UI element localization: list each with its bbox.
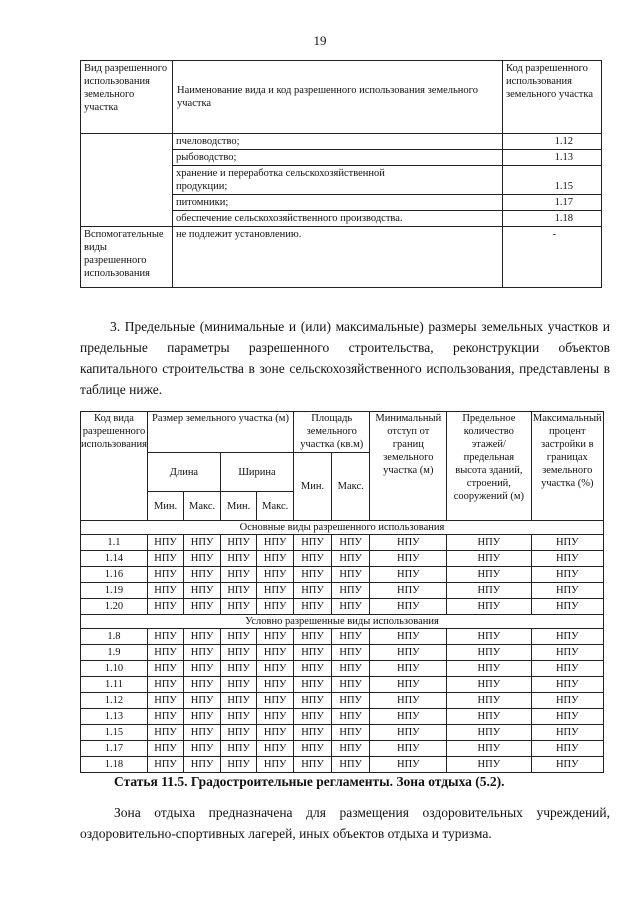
npu-cell: НПУ (184, 677, 221, 693)
npu-cell: НПУ (257, 645, 294, 661)
header-coverage: Максимальный процент застройки в границах земельного участка (%) (531, 412, 603, 521)
header-area-min: Мин. (294, 453, 332, 521)
npu-cell: НПУ (184, 629, 221, 645)
npu-cell: НПУ (294, 661, 332, 677)
header-area-max: Макс. (331, 453, 369, 521)
npu-cell: НПУ (370, 741, 447, 757)
npu-cell: НПУ (331, 709, 369, 725)
row-code: 1.11 (81, 677, 148, 693)
npu-cell: НПУ (257, 629, 294, 645)
npu-cell: НПУ (531, 583, 603, 599)
use-name: рыбоводство; (173, 150, 503, 166)
npu-cell: НПУ (221, 693, 257, 709)
npu-cell: НПУ (447, 629, 531, 645)
row-code: 1.14 (81, 551, 148, 567)
npu-cell: НПУ (221, 629, 257, 645)
row-code: 1.15 (81, 725, 148, 741)
npu-cell: НПУ (147, 645, 183, 661)
table-row (81, 567, 604, 583)
header-area: Площадь земельного участка (кв.м) (294, 412, 370, 453)
npu-cell: НПУ (447, 709, 531, 725)
article-heading: Статья 11.5. Градостроительные регламенты. Зона отдыха (5.2). (114, 774, 505, 789)
npu-cell: НПУ (147, 583, 183, 599)
npu-cell: НПУ (294, 757, 332, 773)
npu-cell: НПУ (370, 677, 447, 693)
use-name: не подлежит установлению. (173, 227, 503, 288)
header-length: Длина (147, 453, 220, 492)
npu-cell: НПУ (447, 693, 531, 709)
npu-cell: НПУ (184, 693, 221, 709)
npu-cell: НПУ (221, 709, 257, 725)
npu-cell: НПУ (147, 551, 183, 567)
use-name: обеспечение сельскохозяйственного производства. (173, 211, 503, 227)
npu-cell: НПУ (294, 629, 332, 645)
npu-cell: НПУ (331, 567, 369, 583)
npu-cell: НПУ (447, 645, 531, 661)
npu-cell: НПУ (447, 535, 531, 551)
table-row (81, 741, 604, 757)
paragraph-3: 3. Предельные (минимальные и (или) максимальные) размеры земельных участков и предельные параметры разрешенного строительства, реконструкции объектов капитального строительства в зоне сельскохозяйственного использования, представлены в таблице ниже. (80, 319, 610, 397)
use-code: 1.18 (503, 211, 602, 227)
npu-cell: НПУ (294, 551, 332, 567)
npu-cell: НПУ (147, 741, 183, 757)
row-code: 1.19 (81, 583, 148, 599)
npu-cell: НПУ (370, 551, 447, 567)
row-code: 1.8 (81, 629, 148, 645)
npu-cell: НПУ (221, 757, 257, 773)
table-row (81, 645, 604, 661)
npu-cell: НПУ (221, 677, 257, 693)
npu-cell: НПУ (447, 757, 531, 773)
use-code: 1.12 (503, 134, 602, 150)
npu-cell: НПУ (147, 629, 183, 645)
table-row (81, 693, 604, 709)
npu-cell: НПУ (370, 599, 447, 615)
npu-cell: НПУ (370, 709, 447, 725)
npu-cell: НПУ (257, 693, 294, 709)
npu-cell: НПУ (257, 535, 294, 551)
npu-cell: НПУ (331, 583, 369, 599)
npu-cell: НПУ (447, 599, 531, 615)
npu-cell: НПУ (531, 645, 603, 661)
npu-cell: НПУ (294, 645, 332, 661)
npu-cell: НПУ (331, 693, 369, 709)
npu-cell: НПУ (531, 725, 603, 741)
npu-cell: НПУ (184, 757, 221, 773)
npu-cell: НПУ (370, 757, 447, 773)
npu-cell: НПУ (184, 599, 221, 615)
use-code: 1.15 (503, 166, 602, 195)
npu-cell: НПУ (257, 551, 294, 567)
section-label: Условно разрешенные виды использования (81, 615, 604, 629)
npu-cell: НПУ (447, 583, 531, 599)
permitted-use-table (80, 60, 602, 288)
npu-cell: НПУ (257, 757, 294, 773)
npu-cell: НПУ (294, 583, 332, 599)
table-row (81, 677, 604, 693)
header-width-max: Макс. (257, 492, 294, 521)
header-floors: Предельное количество этажей/ предельная высота зданий, строений, сооружений (м) (447, 412, 531, 521)
npu-cell: НПУ (447, 551, 531, 567)
row-code: 1.16 (81, 567, 148, 583)
npu-cell: НПУ (447, 661, 531, 677)
npu-cell: НПУ (184, 645, 221, 661)
use-name: хранение и переработка сельскохозяйственной продукции; (173, 166, 503, 195)
npu-cell: НПУ (531, 709, 603, 725)
npu-cell: НПУ (221, 535, 257, 551)
npu-cell: НПУ (370, 693, 447, 709)
header-length-max: Макс. (184, 492, 221, 521)
npu-cell: НПУ (184, 535, 221, 551)
npu-cell: НПУ (370, 567, 447, 583)
header-length-min: Мин. (147, 492, 183, 521)
npu-cell: НПУ (221, 599, 257, 615)
npu-cell: НПУ (294, 677, 332, 693)
npu-cell: НПУ (447, 725, 531, 741)
header-width: Ширина (221, 453, 294, 492)
npu-cell: НПУ (257, 599, 294, 615)
npu-cell: НПУ (331, 741, 369, 757)
npu-cell: НПУ (294, 599, 332, 615)
empty-cell (81, 134, 173, 227)
table-row (81, 661, 604, 677)
npu-cell: НПУ (147, 677, 183, 693)
page-number: 19 (313, 33, 327, 48)
npu-cell: НПУ (221, 725, 257, 741)
npu-cell: НПУ (147, 757, 183, 773)
row-code: 1.1 (81, 535, 148, 551)
use-name: питомники; (173, 195, 503, 211)
npu-cell: НПУ (257, 583, 294, 599)
table-row (81, 535, 604, 551)
npu-cell: НПУ (531, 599, 603, 615)
npu-cell: НПУ (221, 551, 257, 567)
npu-cell: НПУ (257, 677, 294, 693)
npu-cell: НПУ (370, 583, 447, 599)
npu-cell: НПУ (531, 757, 603, 773)
npu-cell: НПУ (184, 567, 221, 583)
table-row (81, 134, 602, 150)
npu-cell: НПУ (257, 725, 294, 741)
section-main-row (81, 521, 604, 535)
npu-cell: НПУ (294, 535, 332, 551)
npu-cell: НПУ (147, 709, 183, 725)
use-code: 1.17 (503, 195, 602, 211)
npu-cell: НПУ (331, 599, 369, 615)
npu-cell: НПУ (184, 583, 221, 599)
npu-cell: НПУ (147, 693, 183, 709)
row-code: 1.18 (81, 757, 148, 773)
npu-cell: НПУ (221, 567, 257, 583)
npu-cell: НПУ (294, 567, 332, 583)
npu-cell: НПУ (531, 661, 603, 677)
row-code: 1.12 (81, 693, 148, 709)
npu-cell: НПУ (331, 629, 369, 645)
header-width-min: Мин. (221, 492, 257, 521)
npu-cell: НПУ (331, 725, 369, 741)
row-code: 1.20 (81, 599, 148, 615)
table-row (81, 227, 602, 288)
npu-cell: НПУ (147, 725, 183, 741)
npu-cell: НПУ (294, 709, 332, 725)
npu-cell: НПУ (147, 567, 183, 583)
npu-cell: НПУ (257, 709, 294, 725)
npu-cell: НПУ (294, 741, 332, 757)
row-code: 1.13 (81, 709, 148, 725)
use-code: 1.13 (503, 150, 602, 166)
row-code: 1.9 (81, 645, 148, 661)
npu-cell: НПУ (294, 725, 332, 741)
npu-cell: НПУ (184, 661, 221, 677)
npu-cell: НПУ (531, 535, 603, 551)
npu-cell: НПУ (370, 535, 447, 551)
npu-cell: НПУ (370, 725, 447, 741)
npu-cell: НПУ (531, 741, 603, 757)
npu-cell: НПУ (221, 741, 257, 757)
npu-cell: НПУ (147, 599, 183, 615)
header-setback: Минимальный отступ от границ земельного участка (м) (370, 412, 447, 521)
npu-cell: НПУ (257, 567, 294, 583)
npu-cell: НПУ (147, 661, 183, 677)
use-name: пчеловодство; (173, 134, 503, 150)
npu-cell: НПУ (257, 741, 294, 757)
npu-cell: НПУ (331, 535, 369, 551)
npu-cell: НПУ (447, 741, 531, 757)
npu-cell: НПУ (331, 677, 369, 693)
header-use-type: Вид разрешенного использования земельного участка (81, 61, 173, 134)
table-row (81, 551, 604, 567)
npu-cell: НПУ (331, 551, 369, 567)
npu-cell: НПУ (447, 677, 531, 693)
npu-cell: НПУ (184, 709, 221, 725)
table-row (81, 629, 604, 645)
npu-cell: НПУ (221, 645, 257, 661)
npu-cell: НПУ (331, 645, 369, 661)
npu-cell: НПУ (531, 551, 603, 567)
table2-header-row1 (81, 412, 604, 453)
header-size: Размер земельного участка (м) (147, 412, 293, 453)
table-row (81, 725, 604, 741)
npu-cell: НПУ (447, 567, 531, 583)
npu-cell: НПУ (370, 629, 447, 645)
npu-cell: НПУ (184, 741, 221, 757)
table1-header (81, 61, 602, 134)
section-label: Основные виды разрешенного использования (81, 521, 604, 535)
row-code: 1.17 (81, 741, 148, 757)
header-use-code: Код разрешенного использования земельного участка (503, 61, 602, 134)
table-row (81, 583, 604, 599)
header-code: Код вида разрешенного использования (81, 412, 148, 521)
table-row (81, 599, 604, 615)
zone-paragraph: Зона отдыха предназначена для размещения оздоровительных учреждений, оздоровительно-спортивных лагерей, иных объектов отдыха и туризма. (80, 805, 610, 841)
npu-cell: НПУ (531, 677, 603, 693)
table-row (81, 709, 604, 725)
npu-cell: НПУ (184, 551, 221, 567)
npu-cell: НПУ (331, 757, 369, 773)
aux-label: Вспомогательные виды разрешенного использования (81, 227, 173, 288)
npu-cell: НПУ (531, 629, 603, 645)
npu-cell: НПУ (294, 693, 332, 709)
npu-cell: НПУ (257, 661, 294, 677)
npu-cell: НПУ (221, 661, 257, 677)
row-code: 1.10 (81, 661, 148, 677)
npu-cell: НПУ (370, 661, 447, 677)
npu-cell: НПУ (147, 535, 183, 551)
table-row (81, 757, 604, 773)
npu-cell: НПУ (531, 693, 603, 709)
npu-cell: НПУ (221, 583, 257, 599)
header-use-name: Наименование вида и код разрешенного использования земельного участка (173, 61, 503, 134)
npu-cell: НПУ (331, 661, 369, 677)
parameters-table (80, 411, 604, 773)
section-cond-row (81, 615, 604, 629)
npu-cell: НПУ (531, 567, 603, 583)
npu-cell: НПУ (184, 725, 221, 741)
use-code: - (503, 227, 602, 288)
npu-cell: НПУ (370, 645, 447, 661)
